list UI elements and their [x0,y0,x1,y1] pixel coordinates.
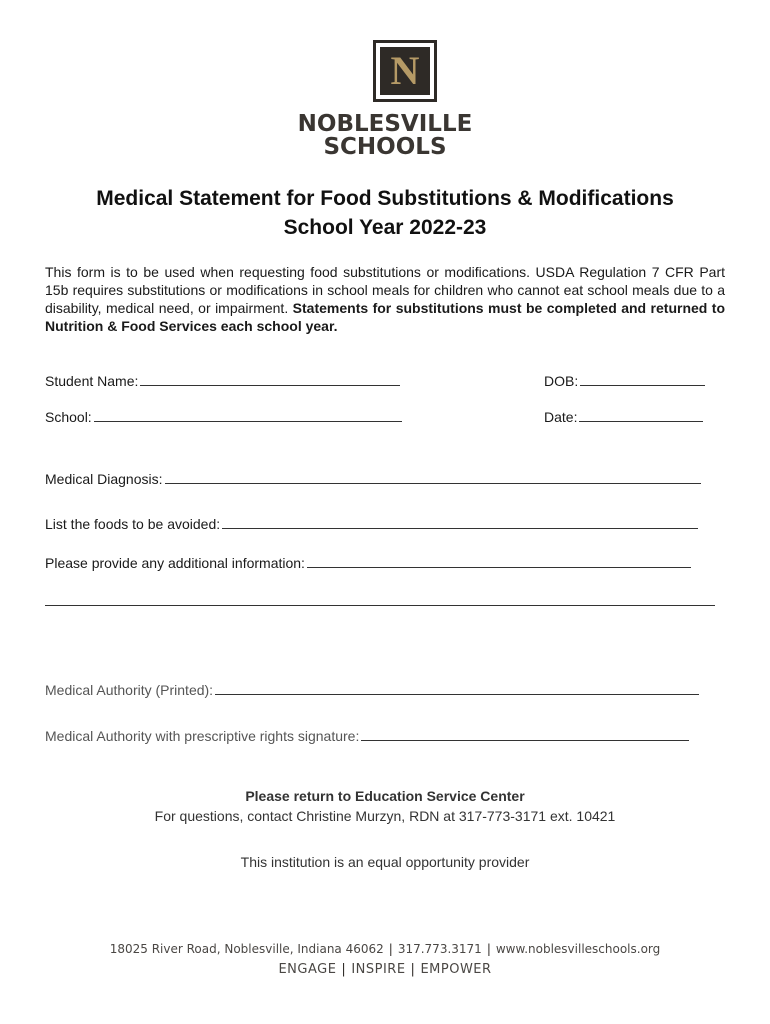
equal-opportunity-statement: This institution is an equal opportunity provider [240,854,530,870]
authority-signature-label: Medical Authority with prescriptive rights signature: [45,728,360,744]
diagnosis-label: Medical Diagnosis: [45,471,163,487]
document-title: Medical Statement for Food Substitutions & Modifications [96,187,674,210]
diagnosis-line[interactable] [165,469,701,484]
footer-website[interactable]: www.noblesvilleschools.org [495,942,661,956]
student-name-label: Student Name: [45,373,139,389]
authority-signature-line[interactable] [361,726,689,741]
dob-field[interactable] [544,371,705,390]
school-line[interactable] [94,407,402,422]
additional-info-label: Please provide any additional information: [45,555,305,571]
school-label: School: [45,409,92,425]
logo-wordmark-line1: NOBLESVILLE [297,111,473,137]
school-logo [373,40,437,102]
additional-info-line[interactable] [307,553,691,568]
date-label: Date: [544,409,578,425]
contact-line: For questions, contact Christine Murzyn, RDN at 317-773-3171 ext. 10421 [154,808,616,824]
authority-printed-line[interactable] [215,680,699,695]
date-line[interactable] [579,407,703,422]
footer-separator: | [486,942,491,956]
footer-separator: | [388,942,393,956]
diagnosis-field[interactable] [45,469,701,488]
additional-info-continuation[interactable] [45,591,715,610]
logo-letter: N [390,48,420,93]
logo-emblem [380,47,430,95]
dob-label: DOB: [544,373,579,389]
tagline-separator: | [341,962,347,977]
intro-bold-text: Statements for substitutions must be completed and returned to Nutrition & Food Services each school year. [45,300,726,334]
tagline-engage: ENGAGE [278,962,337,977]
school-field[interactable] [45,407,402,426]
dob-line[interactable] [580,371,705,386]
date-field[interactable] [544,407,703,426]
footer-address: 18025 River Road, Noblesville, Indiana 46062 [109,942,384,956]
student-name-field[interactable] [45,371,400,390]
additional-info-field[interactable] [45,553,691,572]
authority-printed-label: Medical Authority (Printed): [45,682,214,698]
logo-wordmark-line2: SCHOOLS [323,134,447,160]
tagline-inspire: INSPIRE [351,962,406,977]
foods-avoided-line[interactable] [222,514,698,529]
tagline-empower: EMPOWER [420,962,492,977]
authority-signature-field[interactable] [45,726,689,745]
student-name-line[interactable] [140,371,400,386]
additional-info-line-2[interactable] [45,591,715,606]
document-subtitle: School Year 2022-23 [283,216,487,239]
intro-paragraph [45,263,725,335]
authority-printed-field[interactable] [45,680,699,699]
foods-avoided-field[interactable] [45,514,698,533]
footer-phone: 317.773.3171 [397,942,482,956]
footer-address-line [0,942,770,956]
foods-avoided-label: List the foods to be avoided: [45,516,221,532]
tagline-separator: | [410,962,416,977]
footer-tagline [0,962,770,977]
intro-text: This form is to be used when requesting food substitutions or modifications. USDA Regulation 7 CFR Part 15b requires substitutions or modifications in school meals for children who cannot eat school meals due to a disability, medical need, or impairment. [45,264,725,316]
return-heading: Please return to Education Service Center [245,788,525,804]
